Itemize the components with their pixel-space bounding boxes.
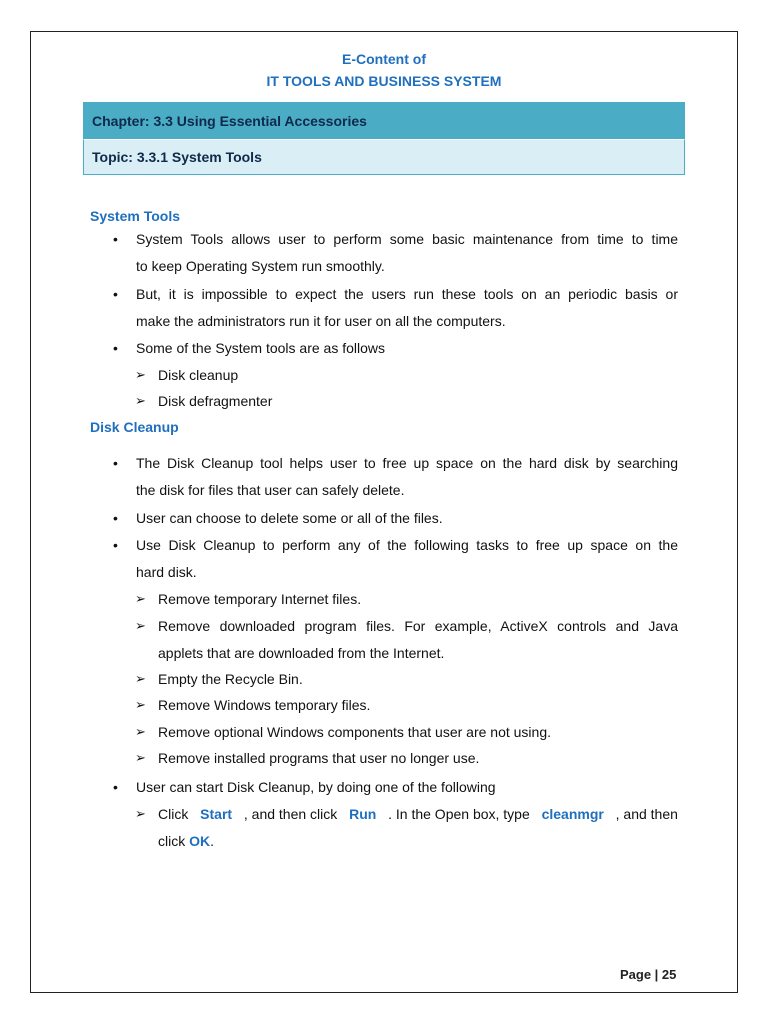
header-line-1: E-Content of: [342, 51, 426, 67]
instruction-word: Click: [158, 806, 189, 822]
paragraph-line: to keep Operating System run smoothly.: [136, 258, 385, 274]
click-instruction-line-2: [158, 833, 214, 849]
run-keyword: Run: [349, 806, 377, 822]
instruction-word: , and then: [615, 806, 678, 822]
paragraph-line: make the administrators run it for user on all the computers.: [136, 313, 506, 329]
bullet-icon: •: [113, 340, 118, 356]
instruction-word: . In the Open box, type: [388, 806, 530, 822]
sub-item: Empty the Recycle Bin.: [158, 671, 303, 687]
paragraph-line: the disk for files that user can safely delete.: [136, 482, 405, 498]
bullet-icon: •: [113, 537, 118, 553]
disk-cleanup-heading: Disk Cleanup: [90, 419, 179, 435]
sub-item: Remove downloaded program files. For example, ActiveX controls and Java: [158, 618, 678, 634]
instruction-word: .: [210, 833, 215, 849]
page-number: Page | 25: [620, 967, 677, 982]
arrow-bullet-icon: ➢: [135, 618, 146, 633]
instruction-word: , and then click: [243, 806, 338, 822]
header-line-2: IT TOOLS AND BUSINESS SYSTEM: [266, 73, 502, 89]
sub-item: applets that are downloaded from the Internet.: [158, 645, 445, 661]
sub-item: Disk cleanup: [158, 367, 239, 383]
paragraph-line: hard disk.: [136, 564, 197, 580]
arrow-bullet-icon: ➢: [135, 724, 146, 739]
sub-item: Disk defragmenter: [158, 393, 273, 409]
sub-item: Remove Windows temporary files.: [158, 697, 371, 713]
instruction-word: click: [158, 833, 186, 849]
bullet-icon: •: [113, 286, 118, 302]
sub-item: Remove temporary Internet files.: [158, 591, 362, 607]
bullet-icon: •: [113, 231, 118, 247]
paragraph-line: User can choose to delete some or all of the files.: [136, 510, 443, 526]
paragraph-line: The Disk Cleanup tool helps user to free up space on the hard disk by searching: [136, 455, 678, 471]
arrow-bullet-icon: ➢: [135, 806, 146, 821]
bullet-icon: •: [113, 779, 118, 795]
sub-item: Remove optional Windows components that user are not using.: [158, 724, 551, 740]
arrow-bullet-icon: ➢: [135, 750, 146, 765]
paragraph-line: Use Disk Cleanup to perform any of the following tasks to free up space on the: [136, 537, 678, 553]
click-instruction-line: [158, 806, 678, 822]
paragraph-line: But, it is impossible to expect the users run these tools on an periodic basis or: [136, 286, 678, 302]
topic-band: Topic: 3.3.1 System Tools: [83, 139, 685, 175]
paragraph-line: Some of the System tools are as follows: [136, 340, 385, 356]
start-keyword: Start: [200, 806, 233, 822]
ok-keyword: OK: [189, 833, 211, 849]
arrow-bullet-icon: ➢: [135, 671, 146, 686]
chapter-band: Chapter: 3.3 Using Essential Accessories: [83, 102, 685, 139]
arrow-bullet-icon: ➢: [135, 697, 146, 712]
system-tools-heading: System Tools: [90, 208, 180, 224]
cleanmgr-keyword: cleanmgr: [541, 806, 604, 822]
paragraph-line: User can start Disk Cleanup, by doing one of the following: [136, 779, 496, 795]
sub-item: Remove installed programs that user no longer use.: [158, 750, 480, 766]
bullet-icon: •: [113, 510, 118, 526]
paragraph-line: System Tools allows user to perform some basic maintenance from time to time: [136, 231, 678, 247]
arrow-bullet-icon: ➢: [135, 367, 146, 382]
arrow-bullet-icon: ➢: [135, 393, 146, 408]
bullet-icon: •: [113, 455, 118, 471]
arrow-bullet-icon: ➢: [135, 591, 146, 606]
